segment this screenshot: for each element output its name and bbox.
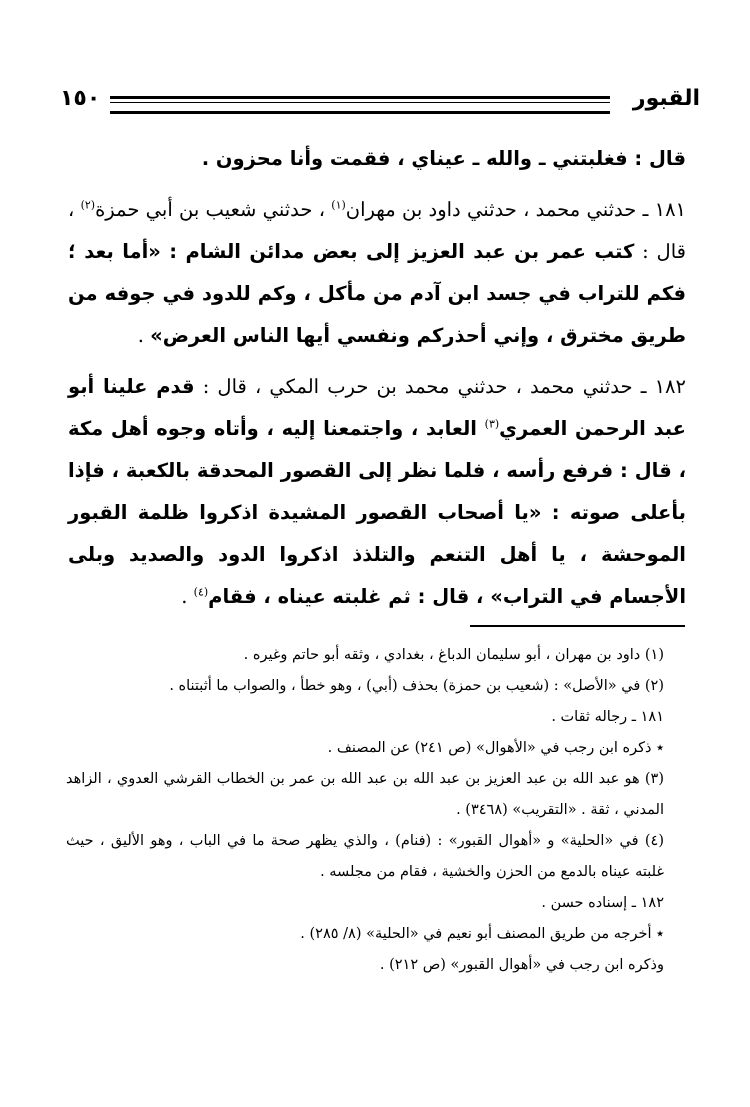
footnote-3: (٣) هو عبد الله بن عبد العزيز بن عبد الله بن عبد الله بن عمر بن الخطاب القرشي العدوي ، الزاهد المدني ، ثقة . «التقريب» (٣٤٦٨) . xyxy=(66,771,664,818)
footnote-2: (٢) في «الأصل» : (شعيب بن حمزة) بحذف (أبي) ، وهو خطأ ، والصواب ما أثبتناه . xyxy=(169,678,664,694)
header-rule xyxy=(110,96,610,114)
page-number: ١٥٠ xyxy=(60,86,101,111)
page-header xyxy=(60,86,700,126)
takhrij-182-grade: ١٨٢ ـ إسناده حسن . xyxy=(541,895,664,911)
running-title: القبور xyxy=(632,86,700,111)
footnote-ref-1: (١) xyxy=(331,198,346,212)
paragraph-181: ١٨١ ـ حدثني محمد ، حدثني داود بن مهران$^{(١)}$ ، حدثني شعيب بن أبي حمزة$^{(٢)}$ ، قال : كتب عمر بن عبد العزيز إلى بعض مدائن الشام : «أما بعد ؛ فكم للتراب في جسد ابن آدم من مأكل ، وكم للدود في جوفه من طريق مخترق ، وإني أحذركم ونفسي أيها الناس العرض» . xyxy=(68,198,687,347)
footnote-ref-4: (٤) xyxy=(193,585,209,599)
footnote-1: (١) داود بن مهران ، أبو سليمان الدباغ ، بغدادي ، وثقه أبو حاتم وغيره . xyxy=(243,647,664,663)
takhrij-181-source: ٭ ذكره ابن رجب في «الأهوال» (ص ٢٤١) عن المصنف . xyxy=(327,740,664,756)
footnote-ref-2: (٢) xyxy=(80,198,96,212)
footnote-ref-3: (٣) xyxy=(484,417,500,431)
paragraph-182: ١٨٢ ـ حدثني محمد ، حدثني محمد بن حرب المكي ، قال : قدم علينا أبو عبد الرحمن العمري$^{(٣)}$ العابد ، واجتمعنا إليه ، وأتاه وجوه أهل مكة ، قال : فرفع رأسه ، فلما نظر إلى القصور المحدقة بالكعبة ، فإذا بأعلى صوته : «يا أصحاب القصور المشيدة اذكروا ظلمة القبور الموحشة ، يا أهل التنعم والتلذذ اذكروا الدود والصديد وبلى الأجسام في التراب» ، قال : ثم غلبته عيناه ، فقام$^{(٤)}$ . xyxy=(68,375,686,608)
footnotes xyxy=(66,640,686,981)
footnote-separator xyxy=(470,625,685,627)
takhrij-181-grade: ١٨١ ـ رجاله ثقات . xyxy=(551,709,664,725)
footnote-4: (٤) في «الحلية» و «أهوال القبور» : (فنام) ، والذي يظهر صحة ما في الباب ، وهو الأليق ، حيث غلبته عيناه بالدمع من الحزن والخشية ، فقام من مجلسه . xyxy=(66,833,664,880)
takhrij-182-source-2: وذكره ابن رجب في «أهوال القبور» (ص ٢١٢) . xyxy=(379,957,664,973)
main-text xyxy=(68,138,686,627)
takhrij-182-source-1: ٭ أخرجه من طريق المصنف أبو نعيم في «الحلية» (٨/ ٢٨٥) . xyxy=(300,926,664,942)
paragraph-intro: قال : فغلبتني ـ والله ـ عيناي ، فقمت وأنا محزون . xyxy=(201,147,686,170)
